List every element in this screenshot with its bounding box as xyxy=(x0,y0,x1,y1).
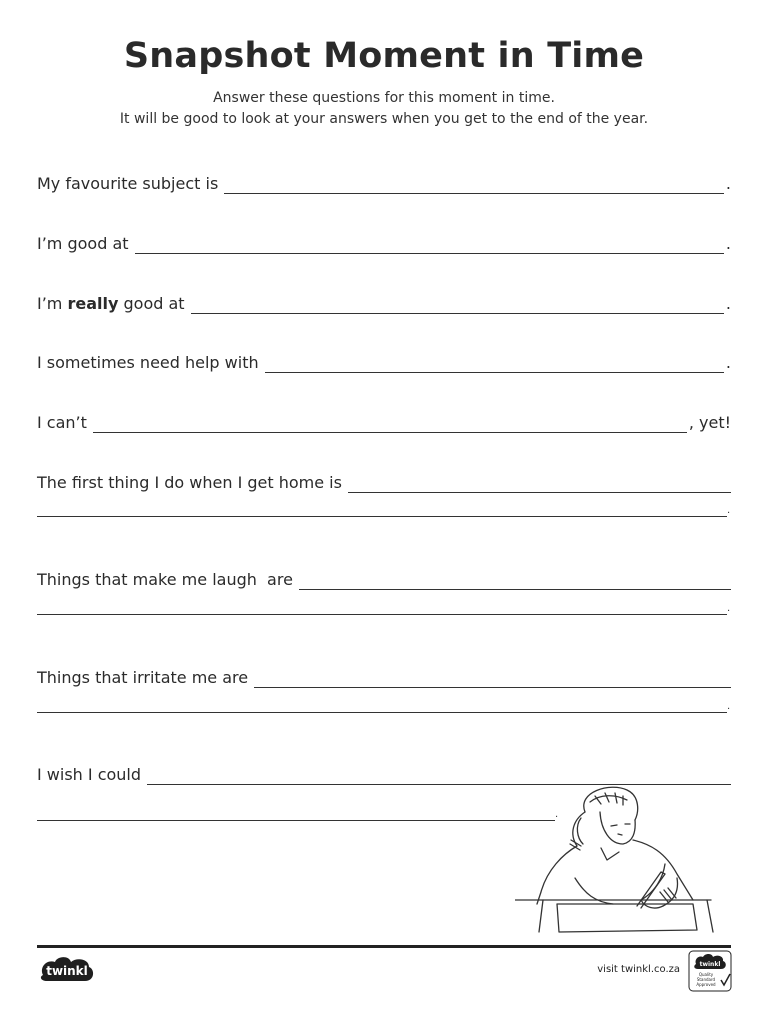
really-good-at-answer-line[interactable] xyxy=(191,295,724,314)
cant-yet-row xyxy=(37,411,731,433)
good-at-answer-line[interactable] xyxy=(135,235,724,254)
irritate-label: Things that irritate me are xyxy=(37,668,249,687)
laugh-label: Things that make me laugh are xyxy=(37,570,293,589)
irritate-answer-line[interactable] xyxy=(254,669,731,688)
page-title: Snapshot Moment in Time xyxy=(123,36,645,76)
badge-text: Quality Standard Approved xyxy=(696,972,716,987)
first-thing-answer-line[interactable] xyxy=(348,474,731,493)
really-good-at-row xyxy=(37,292,731,314)
irritate-row xyxy=(37,666,731,688)
need-help-row xyxy=(37,351,731,373)
twinkl-logo-text: twinkl xyxy=(46,964,88,978)
wish-label: I wish I could xyxy=(37,765,142,784)
period: . xyxy=(725,234,731,253)
footer-divider xyxy=(37,945,731,948)
visit-website-link[interactable]: visit twinkl.co.za xyxy=(597,964,680,975)
period: . xyxy=(727,505,731,516)
favourite-subject-label: My favourite subject is xyxy=(37,174,219,193)
good-at-label: I’m good at xyxy=(37,234,129,253)
boy-writing-illustration xyxy=(515,782,715,942)
yet-label: , yet! xyxy=(688,413,731,432)
period: . xyxy=(555,809,559,820)
really-good-at-label: I’m really good at xyxy=(37,294,185,313)
first-thing-row xyxy=(37,471,731,493)
period: . xyxy=(725,174,731,193)
period: . xyxy=(727,603,731,614)
laugh-row xyxy=(37,568,731,590)
subtitle-line-1: Answer these questions for this moment in time. xyxy=(213,90,555,106)
first-thing-answer-line-2[interactable] xyxy=(37,500,727,517)
favourite-subject-row xyxy=(37,172,731,194)
good-at-row xyxy=(37,232,731,254)
laugh-answer-line-2[interactable] xyxy=(37,598,727,615)
need-help-label: I sometimes need help with xyxy=(37,353,259,372)
subtitle-line-2: It will be good to look at your answers when you get to the end of the year. xyxy=(119,111,649,127)
really-emphasis: really xyxy=(67,294,119,313)
favourite-subject-answer-line[interactable] xyxy=(224,175,724,194)
cant-answer-line[interactable] xyxy=(93,414,687,433)
badge-brand-text: twinkl xyxy=(699,961,721,968)
wish-answer-line-2[interactable] xyxy=(37,804,555,821)
laugh-answer-line[interactable] xyxy=(299,571,731,590)
twinkl-logo[interactable] xyxy=(37,953,97,987)
irritate-answer-line-2[interactable] xyxy=(37,696,727,713)
need-help-answer-line[interactable] xyxy=(265,354,724,373)
period: . xyxy=(725,353,731,372)
period: . xyxy=(727,701,731,712)
first-thing-label: The first thing I do when I get home is xyxy=(37,473,342,492)
period: . xyxy=(725,294,731,313)
cant-label: I can’t xyxy=(37,413,87,432)
quality-standard-badge xyxy=(688,950,732,992)
